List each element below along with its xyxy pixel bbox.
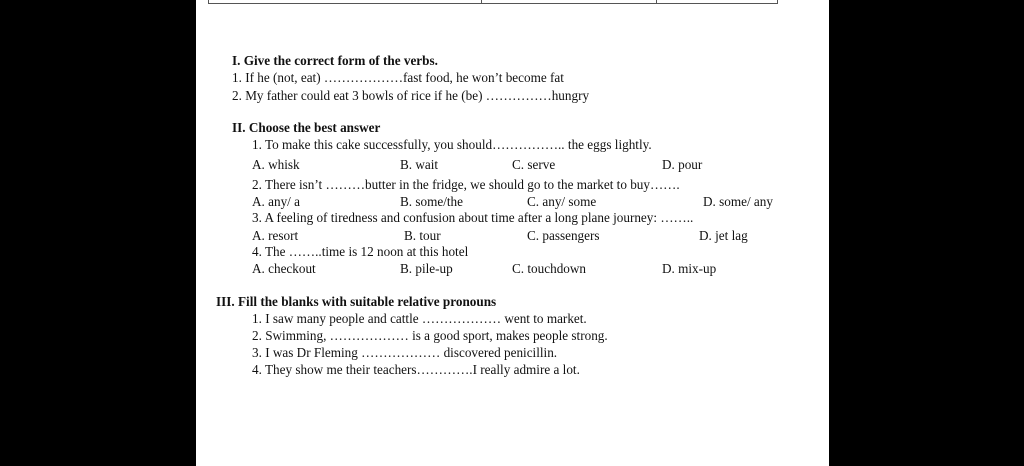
worksheet-page: [196, 0, 829, 466]
section-3-item-1: 1. I saw many people and cattle ……………… went to market.: [252, 311, 587, 326]
q4-option-b: B. pile-up: [400, 261, 453, 276]
q1-option-c: C. serve: [512, 157, 556, 172]
section-1-item-1: 1. If he (not, eat) ………………fast food, he won’t become fat: [232, 70, 564, 85]
question-3: 3. A feeling of tiredness and confusion about time after a long plane journey: ……..: [252, 210, 694, 225]
top-table-edge: [208, 0, 778, 4]
q1-option-d: D. pour: [662, 157, 703, 172]
q1-option-b: B. wait: [400, 157, 439, 172]
q4-option-a: A. checkout: [252, 261, 316, 276]
section-3-item-3: 3. I was Dr Fleming ……………… discovered penicillin.: [252, 345, 558, 360]
question-2: 2. There isn’t ………butter in the fridge, we should go to the market to buy…….: [252, 177, 680, 192]
q2-option-a: A. any/ a: [252, 194, 300, 209]
q1-option-a: A. whisk: [252, 157, 300, 172]
q2-option-c: C. any/ some: [527, 194, 597, 209]
question-1: 1. To make this cake successfully, you should…………….. the eggs lightly.: [252, 137, 652, 152]
question-4: 4. The ……..time is 12 noon at this hotel: [252, 244, 469, 259]
q2-option-b: B. some/the: [400, 194, 464, 209]
section-3-heading: III. Fill the blanks with suitable relative pronouns: [216, 294, 497, 309]
section-3-item-4: 4. They show me their teachers………….I really admire a lot.: [252, 362, 580, 377]
q3-option-d: D. jet lag: [699, 228, 748, 243]
q3-option-a: A. resort: [252, 228, 299, 243]
q2-option-d: D. some/ any: [703, 194, 773, 209]
section-3-item-2: 2. Swimming, ……………… is a good sport, makes people strong.: [252, 328, 608, 343]
section-1-heading: I. Give the correct form of the verbs.: [232, 53, 438, 68]
section-2-heading: II. Choose the best answer: [232, 120, 381, 135]
q4-option-d: D. mix-up: [662, 261, 717, 276]
section-1-item-2: 2. My father could eat 3 bowls of rice if he (be) ……………hungry: [232, 88, 590, 103]
q3-option-c: C. passengers: [527, 228, 600, 243]
q4-option-c: C. touchdown: [512, 261, 586, 276]
q3-option-b: B. tour: [404, 228, 441, 243]
